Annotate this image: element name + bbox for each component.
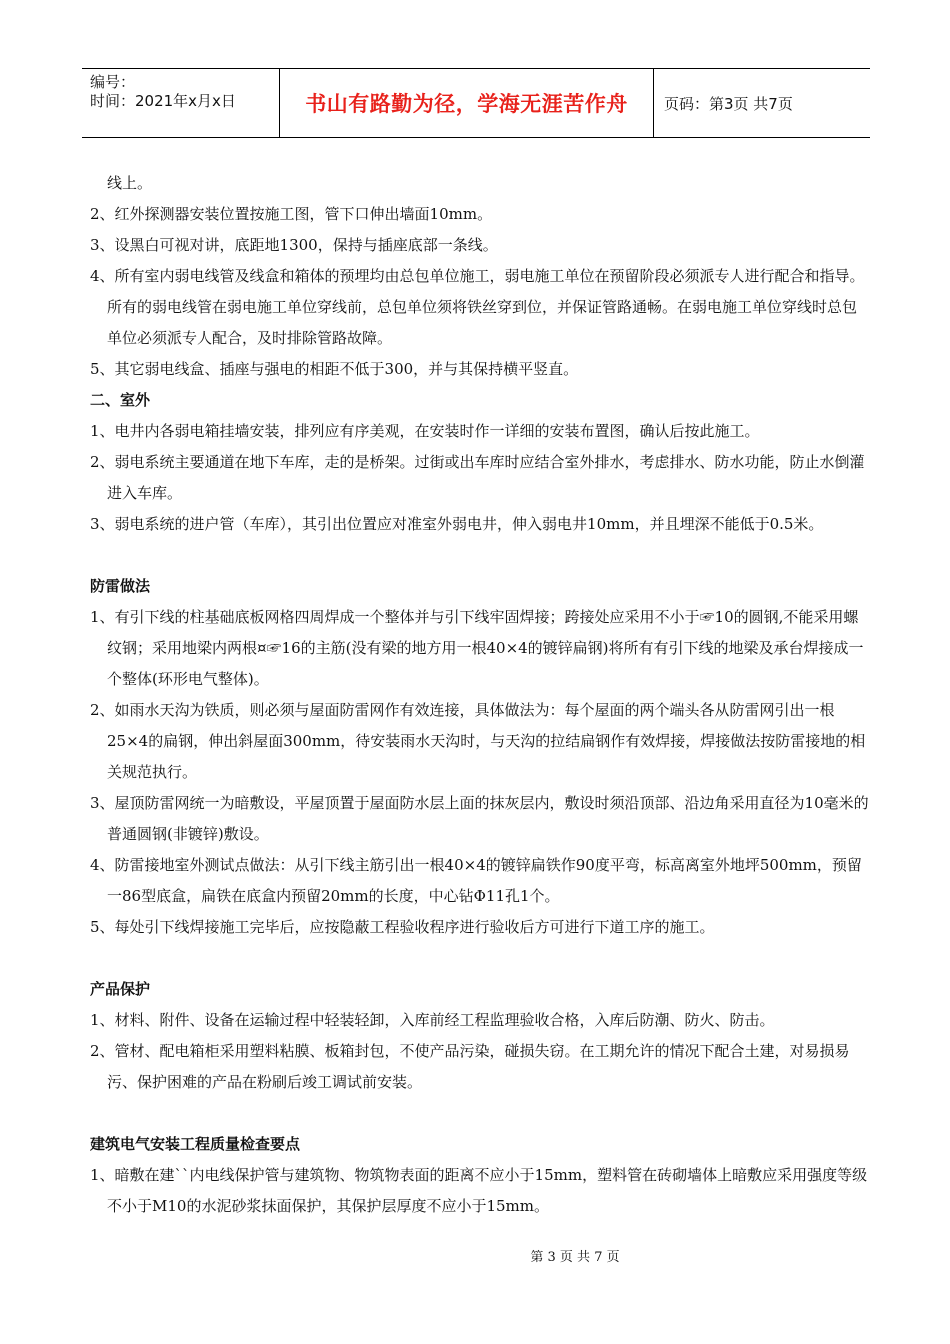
list-item: 3、弱电系统的进户管（车库），其引出位置应对准室外弱电井，伸入弱电井10mm，并且埋深不能低于0.5米。 [90,515,824,533]
document-body [90,168,870,1222]
section-gap [90,540,870,571]
list-item: 4、防雷接地室外测试点做法：从引下线主筋引出一根40×4的镀锌扁铁作90度平弯，标高离室外地坪500mm，预留一86型底盒，扁铁在底盒内预留20mm的长度，中心钻Φ11孔1个。 [90,856,862,905]
list-item: 1、有引下线的柱基础底板网格四周焊成一个整体并与引下线牢固焊接；跨接处应采用不小于☞10的圆钢,不能采用螺纹钢；采用地梁内两根¤☞16的主筋(没有梁的地方用一根40×4的镀锌扁钢)将所有有引下线的地梁及承台焊接成一个整体(环形电气整体)。 [90,608,864,688]
footer-page-number: 第 3 页 共 7 页 [530,1250,620,1265]
section-heading: 建筑电气安装工程质量检查要点 [90,1135,301,1153]
list-item: 4、所有室内弱电线管及线盒和箱体的预埋均由总包单位施工，弱电施工单位在预留阶段必须派专人进行配合和指导。所有的弱电线管在弱电施工单位穿线前，总包单位须将铁丝穿到位，并保证管路通畅。在弱电施工单位穿线时总包单位必须派专人配合，及时排除管路故障。 [90,267,865,347]
list-item: 1、电井内各弱电箱挂墙安装，排列应有序美观，在安装时作一详细的安装布置图，确认后按此施工。 [90,422,760,440]
list-item: 1、材料、附件、设备在运输过程中轻装轻卸，入库前经工程监理验收合格，入库后防潮、防火、防击。 [90,1011,775,1029]
paragraph-continuation: 线上。 [107,174,153,192]
list-item: 5、每处引下线焊接施工完毕后，应按隐蔽工程验收程序进行验收后方可进行下道工序的施工。 [90,918,715,936]
section-gap [90,943,870,974]
list-item: 3、设黑白可视对讲，底距地1300，保持与插座底部一条线。 [90,236,498,254]
number-label: 编号： [90,73,136,91]
list-item: 1、暗敷在建``内电线保护管与建筑物、物筑物表面的距离不应小于15mm，塑料管在砖砌墙体上暗敷应采用强度等级不小于M10的水泥砂浆抹面保护，其保护层厚度不应小于15mm。 [90,1166,868,1215]
section-heading: 产品保护 [90,980,151,998]
list-item: 2、红外探测器安装位置按施工图，管下口伸出墙面10mm。 [90,205,493,223]
list-item: 2、弱电系统主要通道在地下车库，走的是桥架。过街或出车库时应结合室外排水，考虑排水、防水功能，防止水倒灌进入车库。 [90,453,865,502]
list-item: 2、如雨水天沟为铁质，则必须与屋面防雷网作有效连接，具体做法为：每个屋面的两个端头各从防雷网引出一根25×4的扁钢，伸出斜屋面300mm，待安装雨水天沟时，与天沟的拉结扁钢作有效焊接，焊接做法按防雷接地的相关规范执行。 [90,701,866,781]
page-header [82,68,870,138]
list-item: 5、其它弱电线盒、插座与强电的相距不低于300，并与其保持横平竖直。 [90,360,579,378]
time-label: 时间：2021年x月x日 [90,92,236,110]
header-motto: 书山有路勤为径，学海无涯苦作舟 [280,69,654,137]
section-heading: 防雷做法 [90,577,151,595]
header-meta [82,69,280,137]
section-heading: 二、室外 [90,391,151,409]
list-item: 2、管材、配电箱柜采用塑料粘膜、板箱封包，不使产品污染，碰损失窃。在工期允许的情况下配合土建，对易损易污、保护困难的产品在粉刷后竣工调试前安装。 [90,1042,850,1091]
page-footer [0,1246,950,1265]
header-page-info: 页码：第3页 共7页 [664,94,793,113]
list-item: 3、屋顶防雷网统一为暗敷设，平屋顶置于屋面防水层上面的抹灰层内，敷设时须沿顶部、沿边角采用直径为10毫米的普通圆钢(非镀锌)敷设。 [90,794,869,843]
section-gap [90,1098,870,1129]
